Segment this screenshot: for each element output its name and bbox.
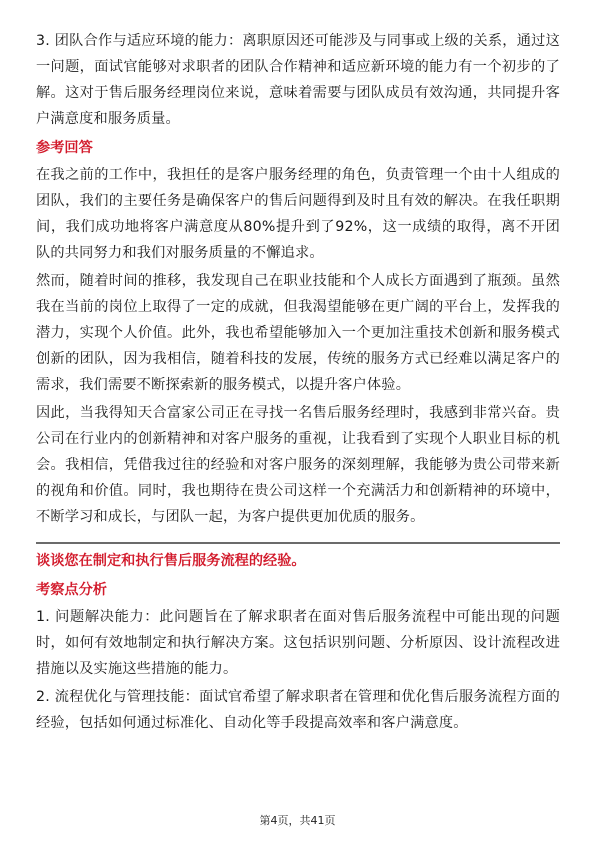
answer-paragraph-3: 因此，当我得知天合富家公司正在寻找一名售后服务经理时，我感到非常兴奋。贵公司在行业内的创新精神和对客户服务的重视，让我看到了实现个人职业目标的机会。我相信，凭借我过往的经验和对客户服务的深刻理解，我能够为贵公司带来新的视角和价值。同时，我也期待在贵公司这样一个充满活力和创新精神的环境中，不断学习和成长，与团队一起，为客户提供更加优质的服务。 xyxy=(36,405,560,525)
reference-answer-heading: 参考回答 xyxy=(36,140,93,156)
answer-paragraph-2: 然而，随着时间的推移，我发现自己在职业技能和个人成长方面遇到了瓶颈。虽然我在当前的岗位上取得了一定的成就，但我渴望能够在更广阔的平台上，发挥我的潜力，实现个人价值。此外，我也希望能够加入一个更加注重技术创新和服务模式创新的团队，因为我相信，随着科技的发展，传统的服务方式已经难以满足客户的需求，我们需要不断探索新的服务模式，以提升客户体验。 xyxy=(36,273,560,393)
analysis-point-1: 1. 问题解决能力：此问题旨在了解求职者在面对售后服务流程中可能出现的问题时，如何有效地制定和执行解决方案。这包括识别问题、分析原因、设计流程改进措施以及实施这些措施的能力。 xyxy=(36,609,560,677)
page-footer: 第4页，共41页 xyxy=(259,814,336,827)
question-title: 谈谈您在制定和执行售后服务流程的经验。 xyxy=(36,553,306,569)
section-divider xyxy=(36,542,560,544)
document-page xyxy=(36,28,560,738)
analysis-point-2: 2. 流程优化与管理技能：面试官希望了解求职者在管理和优化售后服务流程方面的经验，包括如何通过标准化、自动化等手段提高效率和客户满意度。 xyxy=(36,689,560,731)
answer-paragraph-1: 在我之前的工作中，我担任的是客户服务经理的角色，负责管理一个由十人组成的团队，我们的主要任务是确保客户的售后问题得到及时且有效的解决。在我任职期间，我们成功地将客户满意度从80%提升到了92%，这一成绩的取得，离不开团队的共同努力和我们对服务质量的不懈追求。 xyxy=(36,167,560,261)
analysis-heading: 考察点分析 xyxy=(36,582,107,598)
point-3-paragraph: 3. 团队合作与适应环境的能力：离职原因还可能涉及与同事或上级的关系，通过这一问题，面试官能够对求职者的团队合作精神和适应新环境的能力有一个初步的了解。这对于售后服务经理岗位来说，意味着需要与团队成员有效沟通，共同提升客户满意度和服务质量。 xyxy=(36,33,560,127)
